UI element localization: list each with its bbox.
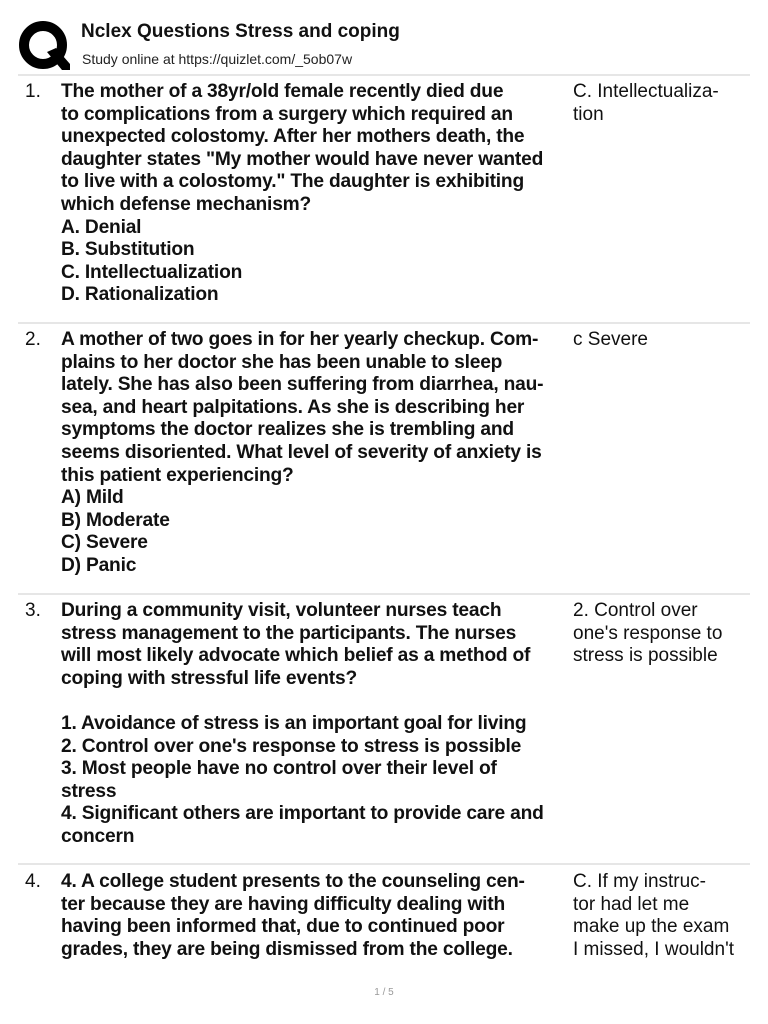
answer-line: 2. Control over (573, 600, 698, 621)
question-line: The mother of a 38yr/old female recently died due (61, 81, 504, 102)
card-answer (573, 329, 748, 352)
card-answer (573, 81, 748, 126)
card-number: 2. (25, 329, 41, 350)
divider (18, 74, 750, 76)
card-number: 1. (25, 81, 41, 102)
answer-line: I missed, I wouldn't (573, 938, 734, 960)
question-option: stress (61, 780, 117, 802)
question-line: lately. She has also been suffering from diarrhea, nau- (61, 374, 544, 396)
card-question (61, 329, 569, 578)
question-line: plains to her doctor she has been unable to sleep (61, 351, 503, 373)
question-line: which defense mechanism? (61, 193, 312, 215)
study-link: Study online at https://quizlet.com/_5ob07w (82, 51, 353, 67)
question-line: 4. A college student presents to the counseling cen- (61, 871, 525, 892)
question-line: having been informed that, due to continued poor (61, 916, 505, 938)
card-answer (573, 600, 748, 668)
page-number: 1 / 5 (374, 987, 394, 998)
answer-line: stress is possible (573, 645, 718, 667)
question-line: will most likely advocate which belief as a method of (61, 645, 531, 667)
answer-line: one's response to (573, 622, 723, 644)
question-option: B) Moderate (61, 509, 170, 531)
question-line: A mother of two goes in for her yearly checkup. Com- (61, 329, 539, 350)
question-option: D. Rationalization (61, 284, 219, 306)
question-line: to complications from a surgery which required an (61, 103, 513, 125)
question-line: During a community visit, volunteer nurses teach (61, 600, 502, 621)
question-option: 3. Most people have no control over their level of (61, 758, 497, 780)
question-line: unexpected colostomy. After her mothers death, the (61, 126, 525, 148)
question-option: B. Substitution (61, 239, 195, 261)
question-option: C. Intellectualization (61, 261, 243, 283)
card-number: 3. (25, 600, 41, 621)
page-header (18, 18, 750, 74)
card-number: 4. (25, 871, 41, 892)
page-title: Nclex Questions Stress and coping (81, 21, 400, 42)
question-line: this patient experiencing? (61, 464, 294, 486)
question-option: A) Mild (61, 487, 124, 509)
question-option: A. Denial (61, 216, 142, 238)
card-question (61, 871, 569, 961)
question-line: to live with a colostomy." The daughter is exhibiting (61, 171, 524, 193)
question-option: concern (61, 825, 135, 847)
question-line: coping with stressful life events? (61, 667, 357, 689)
question-line: seems disoriented. What level of severity of anxiety is (61, 441, 542, 463)
question-option: 4. Significant others are important to provide care and (61, 803, 544, 825)
divider (18, 863, 750, 865)
question-line: stress management to the participants. The nurses (61, 622, 517, 644)
question-option: 1. Avoidance of stress is an important goal for living (61, 712, 527, 734)
divider (18, 322, 750, 324)
blank-line (61, 690, 569, 713)
answer-line: c Severe (573, 329, 648, 350)
answer-line: make up the exam (573, 916, 730, 938)
question-line: sea, and heart palpitations. As she is describing her (61, 396, 525, 418)
question-option: 2. Control over one's response to stress is possible (61, 735, 522, 757)
divider (18, 593, 750, 595)
card-question (61, 600, 569, 849)
card-answer (573, 871, 748, 961)
quizlet-q-logo-icon (18, 20, 70, 72)
card-question (61, 81, 569, 307)
question-option: C) Severe (61, 532, 148, 554)
question-line: daughter states "My mother would have never wanted (61, 148, 544, 170)
question-line: grades, they are being dismissed from the college. (61, 938, 513, 960)
answer-line: tion (573, 103, 604, 125)
answer-line: C. If my instruc- (573, 871, 707, 892)
answer-line: C. Intellectualiza- (573, 81, 719, 102)
answer-line: tor had let me (573, 893, 690, 915)
question-option: D) Panic (61, 554, 137, 576)
question-line: ter because they are having difficulty dealing with (61, 893, 506, 915)
question-line: symptoms the doctor realizes she is trembling and (61, 419, 514, 441)
